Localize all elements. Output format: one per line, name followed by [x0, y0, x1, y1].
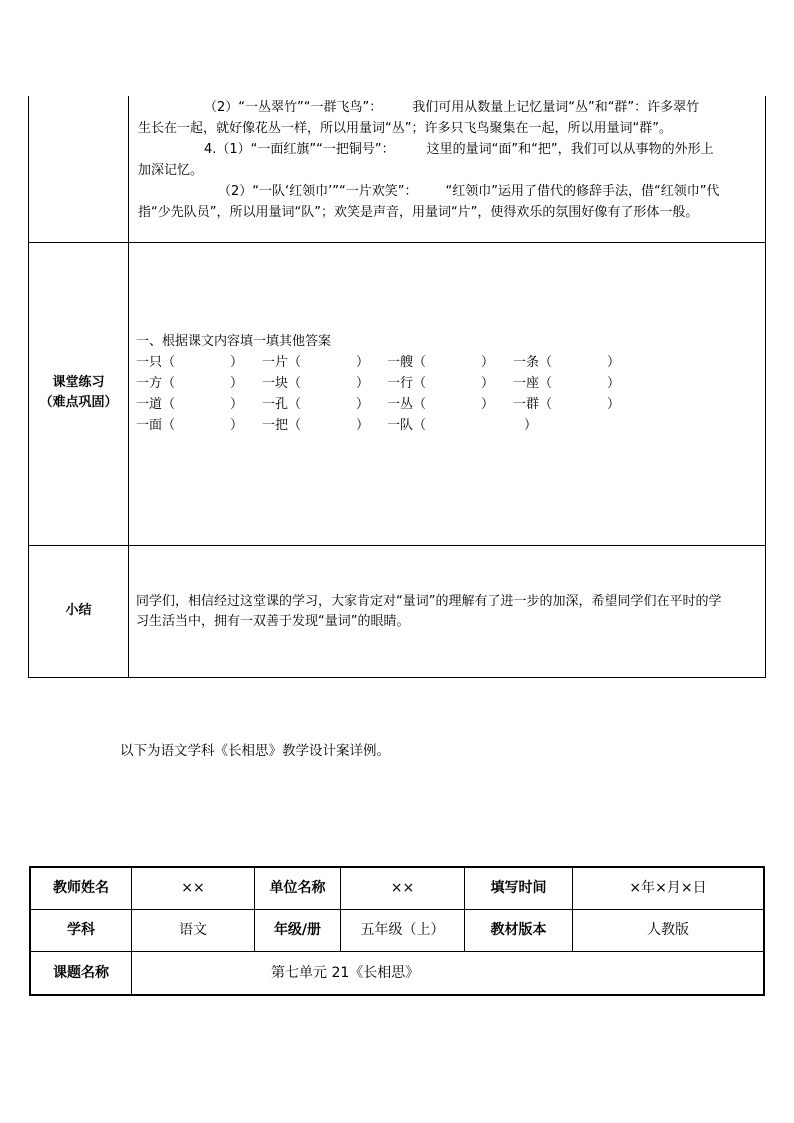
- practice-label-line: 课堂练习: [52, 375, 105, 390]
- table-row-divider: [28, 545, 766, 546]
- explanation-text: 我们可用从数量上记忆量词“丛”和“群”：许多翠竹: [412, 100, 700, 115]
- practice-blank-close: ）: [356, 355, 370, 370]
- grade-label: 年级/册: [273, 922, 322, 938]
- practice-item-label: 一队（: [387, 418, 427, 433]
- practice-blank-close: ）: [481, 376, 495, 391]
- table-border-right: [765, 96, 766, 677]
- info-table-border-top: [29, 866, 765, 868]
- practice-item-label: 一丛（: [387, 397, 427, 412]
- practice-label: [29, 373, 128, 413]
- practice-blank-close: ）: [607, 376, 621, 391]
- explanation-text: 这里的量词“面”和“把”，我们可以从事物的外形上: [426, 142, 714, 157]
- info-table-row-divider: [29, 909, 765, 910]
- practice-item-label: 一条（: [513, 355, 553, 370]
- explanation-term: 4.（1）“一面红旗”“一把铜号”：: [204, 142, 395, 157]
- practice-blank-close: ）: [607, 397, 621, 412]
- table-row-divider: [28, 242, 766, 243]
- summary-line: 同学们，相信经过这堂课的学习，大家肯定对“量词”的理解有了进一步的加深，希望同学们在平时的学: [136, 594, 722, 609]
- practice-blank-close: ）: [230, 397, 244, 412]
- practice-blank-close: ）: [524, 418, 538, 433]
- info-table-border-right: [763, 866, 765, 996]
- explanation-line: 加深记忆。: [138, 163, 204, 178]
- subject-value: 语文: [179, 922, 207, 938]
- practice-item-label: 一孔（: [262, 397, 302, 412]
- intro-text: 以下为语文学科《长相思》教学设计案详例。: [120, 743, 390, 759]
- unit-name-value: ××: [390, 880, 415, 896]
- summary-label: 小结: [65, 603, 92, 618]
- textbook-edition-label: 教材版本: [490, 922, 547, 938]
- practice-heading: 一、根据课文内容填一填其他答案: [136, 334, 332, 349]
- explanation-line: 指“少先队员”，所以用量词“队”；欢笑是声音，用量词“片”，使得欢乐的氛围好像有了形体一般。: [138, 205, 699, 220]
- explanation-line: [204, 140, 714, 160]
- explanation-line: 生长在一起，就好像花丛一样，所以用量词“丛”；许多只飞鸟聚集在一起，所以用量词“群”。: [138, 121, 672, 136]
- practice-item-label: 一道（: [136, 397, 176, 412]
- explanation-line: [218, 182, 719, 202]
- textbook-edition-value: 人教版: [647, 922, 689, 938]
- topic-value: 第七单元 21《长相思》: [271, 965, 420, 981]
- explanation-line: [204, 98, 699, 118]
- practice-blank-close: ）: [356, 418, 370, 433]
- practice-label-line: （难点巩固）: [39, 395, 118, 410]
- practice-item-label: 一行（: [387, 376, 427, 391]
- grade-value: 五年级（上）: [360, 922, 445, 938]
- practice-blank-close: ）: [230, 418, 244, 433]
- practice-item-label: 一片（: [262, 355, 302, 370]
- explanation-text: “红领巾”运用了借代的修辞手法，借“红领巾”代: [445, 184, 720, 199]
- practice-item-label: 一块（: [262, 376, 302, 391]
- explanation-term: （2）“一队‘红领巾’”“一片欢笑”：: [218, 184, 418, 199]
- teacher-name-value: ××: [181, 880, 205, 896]
- practice-blank-close: ）: [230, 355, 244, 370]
- practice-item-label: 一艘（: [387, 355, 427, 370]
- fill-date-value: ×年×月×日: [629, 880, 707, 896]
- info-table-border-bottom: [29, 994, 765, 996]
- table-border-divider: [128, 96, 129, 677]
- practice-item-label: 一座（: [513, 376, 553, 391]
- practice-blank-close: ）: [356, 397, 370, 412]
- practice-item-label: 一把（: [262, 418, 302, 433]
- info-table-row-divider: [29, 951, 765, 952]
- practice-item-label: 一只（: [136, 355, 176, 370]
- explanation-term: （2）“一丛翠竹”“一群飞鸟”：: [204, 100, 383, 115]
- teacher-name-label: 教师姓名: [53, 880, 109, 896]
- summary-line: 习生活当中，拥有一双善于发现“量词”的眼睛。: [136, 614, 410, 629]
- practice-item-label: 一群（: [513, 397, 553, 412]
- practice-blank-close: ）: [481, 355, 495, 370]
- practice-blank-close: ）: [230, 376, 244, 391]
- fill-date-label: 填写时间: [490, 880, 547, 896]
- practice-item-label: 一方（: [136, 376, 176, 391]
- practice-blank-close: ）: [481, 397, 495, 412]
- practice-blank-close: ）: [607, 355, 621, 370]
- practice-item-label: 一面（: [136, 418, 176, 433]
- subject-label: 学科: [67, 922, 95, 938]
- table-border-bottom: [28, 677, 766, 678]
- unit-name-label: 单位名称: [269, 880, 326, 896]
- practice-blank-close: ）: [356, 376, 370, 391]
- topic-label: 课题名称: [53, 965, 109, 981]
